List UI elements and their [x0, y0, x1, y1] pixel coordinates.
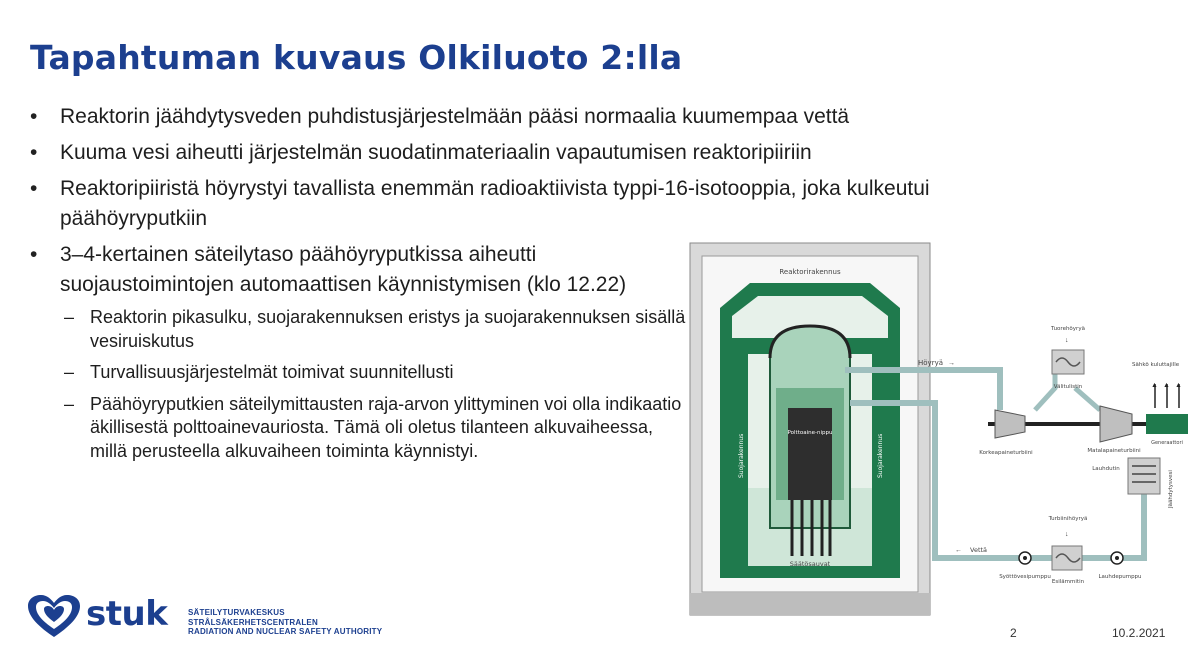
reheater-label: Välitulistin [1053, 384, 1083, 390]
fuel-label: Polttoaine-nippu [787, 430, 833, 436]
page-number: 2 [1010, 626, 1017, 640]
hp-turbine [995, 410, 1025, 438]
organization-name [188, 608, 382, 637]
bullet-item: • Kuuma vesi aiheutti järjestelmän suodatinmateriaalin vapautumisen reaktoripiiriin [28, 138, 1028, 168]
extraction-steam-label: Tuorehöyryä [1051, 326, 1085, 332]
condenser [1128, 458, 1160, 494]
containment-right-label: Suojarakennus [877, 433, 884, 478]
sea-water-label: Jäähdytysvesi [1168, 470, 1174, 508]
svg-text:▲: ▲ [1175, 382, 1182, 389]
generator [1146, 414, 1188, 434]
svg-text:←: ← [955, 547, 962, 554]
org-line-sv: STRÅLSÄKERHETSCENTRALEN [188, 617, 318, 627]
water-label: Vettä [970, 546, 988, 554]
steam-label: Höyryä [918, 359, 943, 367]
stuk-logo-icon [26, 593, 82, 639]
hp-turbine-label: Korkeapaineturbiini [979, 450, 1033, 456]
generator-label: Generaattori [1151, 440, 1183, 446]
slide-date: 10.2.2021 [1112, 626, 1166, 640]
feedwater-pump-label: Syöttövesipumppu [999, 574, 1051, 580]
sub-bullet-item: – Turvallisuusjärjestelmät toimivat suunnitellusti [60, 361, 690, 385]
bullet-item-with-subs [28, 240, 686, 463]
svg-text:▲: ▲ [1151, 382, 1158, 389]
sub-bullet-item: – Päähöyryputkien säteilymittausten raja-arvon ylittyminen voi olla indikaatio äkillisestä polttoainevauriosta. Tämä oli oletus tilanteen alkuvaiheessa, millä perusteella alkuvaiheen toiminta käynnistyi. [60, 393, 690, 464]
reactor-diagram [680, 238, 1195, 623]
org-line-fi: SÄTEILYTURVAKESKUS [188, 608, 285, 617]
slide-title: Tapahtuman kuvaus Olkiluoto 2:lla [30, 38, 683, 77]
sub-bullet-list [60, 306, 686, 463]
svg-text:▲: ▲ [1163, 382, 1170, 389]
sub-bullet-item: – Reaktorin pikasulku, suojarakennuksen eristys ja suojarakennuksen sisällä vesiruiskutus [60, 306, 690, 353]
bullet-item-text: 3–4-kertainen säteilytaso päähöyryputkissa aiheutti suojaustoimintojen automaattisen käynnistymisen (klo 12.22) [60, 243, 627, 296]
turbine-steam-label: Turbiinihöyryä [1048, 516, 1088, 522]
preheater-label: Esilämmitin [1051, 579, 1085, 585]
condensate-pump-label: Lauhdepumppu [1098, 574, 1142, 580]
svg-text:↓: ↓ [1065, 337, 1069, 344]
control-rods-label: Säätösauvat [789, 560, 831, 568]
bullet-item: • Reaktorin jäähdytysveden puhdistusjärjestelmään pääsi normaalia kuumempaa vettä [28, 102, 1028, 132]
logo-wordmark: stuk [86, 594, 168, 634]
condenser-label: Lauhdutin [1092, 466, 1120, 472]
lp-turbine-label: Matalapaineturbiini [1087, 448, 1141, 454]
svg-text:↓: ↓ [1065, 531, 1069, 538]
org-line-en: RADIATION AND NUCLEAR SAFETY AUTHORITY [188, 627, 383, 636]
electricity-label: Sähkö kuluttajille [1132, 362, 1180, 368]
lp-turbine [1100, 406, 1132, 442]
containment-left-label: Suojarakennus [738, 433, 745, 478]
reactor-building-label: Reaktorirakennus [779, 268, 841, 276]
bullet-item: • Reaktoripiiristä höyrystyi tavallista enemmän radioaktiivista typpi-16-isotooppia, joka kulkeutui päähöyryputkiin [28, 174, 1028, 234]
svg-text:→: → [948, 360, 955, 367]
